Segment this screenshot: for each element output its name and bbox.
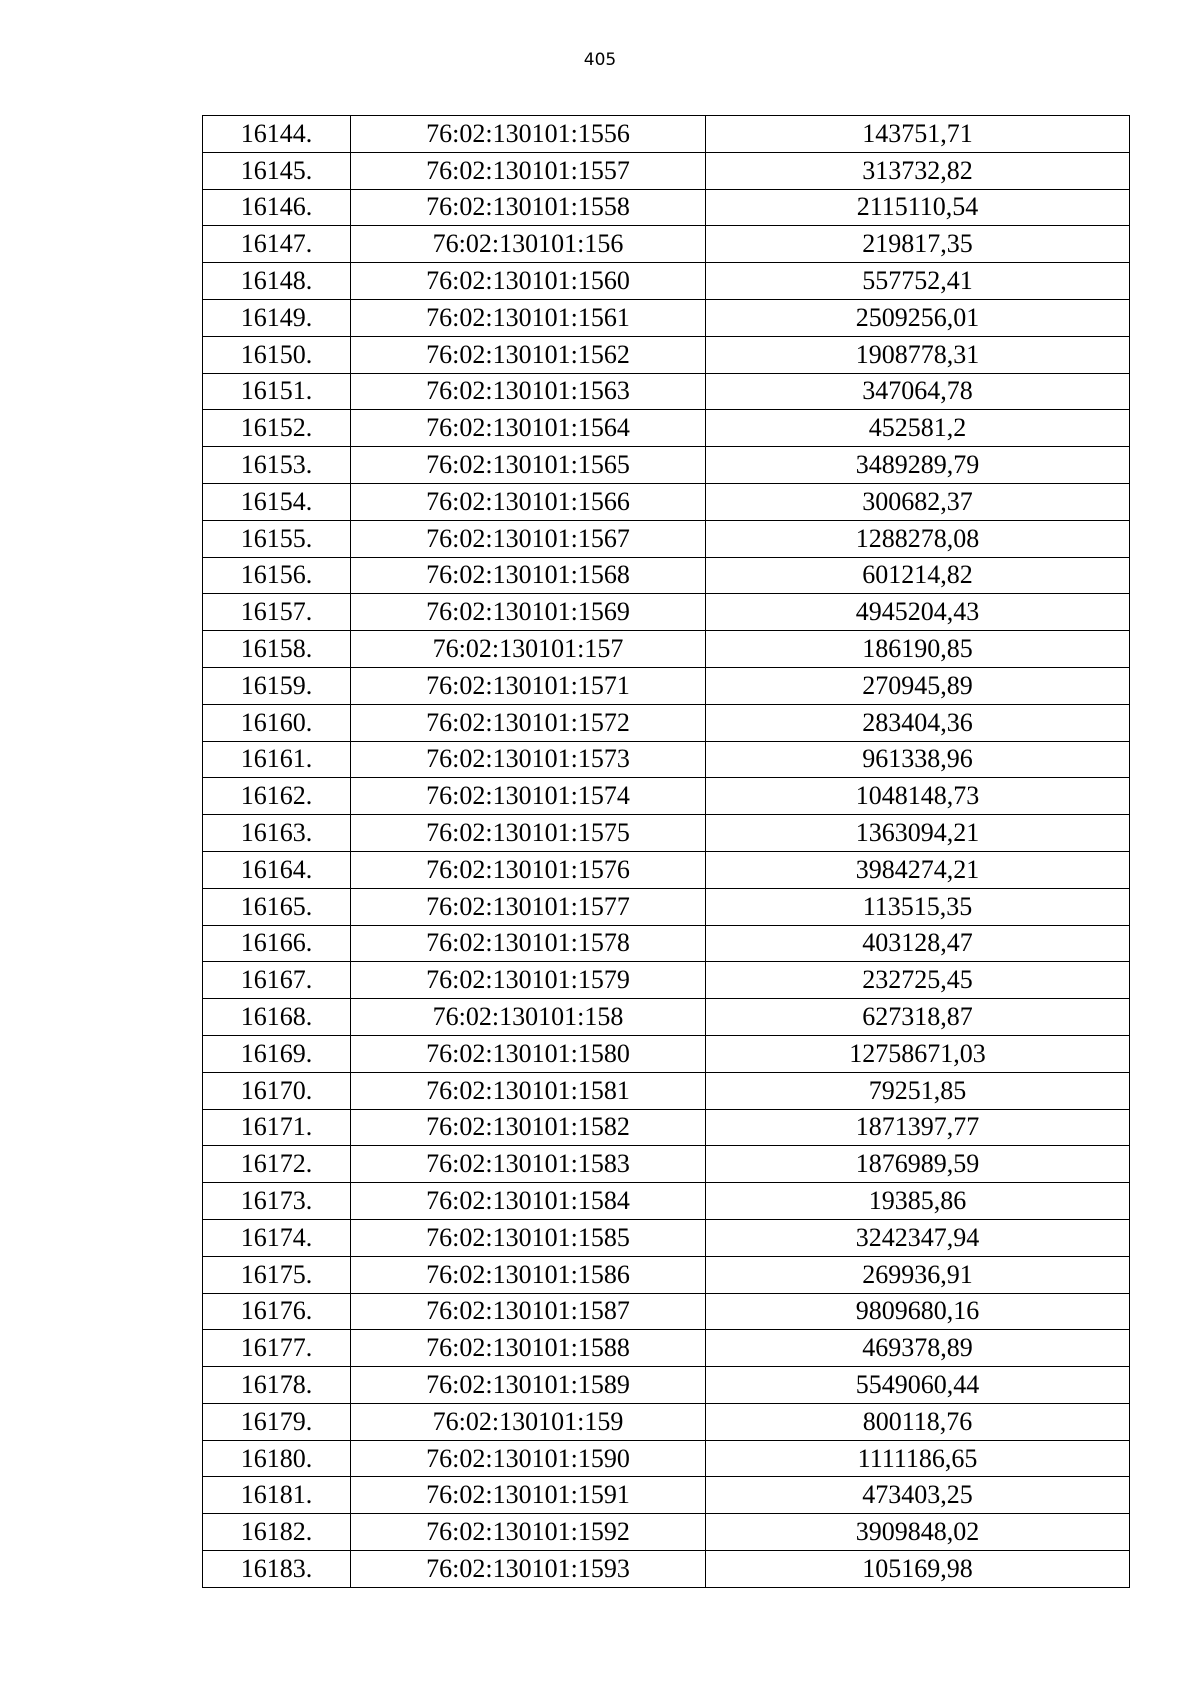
- cadastral-value-cell: 1908778,31: [706, 336, 1130, 373]
- table-row: [203, 888, 1130, 925]
- cadastral-number-cell: 76:02:130101:1566: [351, 483, 706, 520]
- row-number-cell: 16175.: [203, 1256, 351, 1293]
- cadastral-number-cell: 76:02:130101:1585: [351, 1219, 706, 1256]
- cadastral-value-cell: 1048148,73: [706, 778, 1130, 815]
- row-number-cell: 16157.: [203, 594, 351, 631]
- table-row: [203, 1072, 1130, 1109]
- table-row: [203, 999, 1130, 1036]
- row-number-cell: 16144.: [203, 116, 351, 153]
- cadastral-value-cell: 270945,89: [706, 667, 1130, 704]
- cadastral-value-cell: 19385,86: [706, 1183, 1130, 1220]
- row-number-cell: 16145.: [203, 152, 351, 189]
- cadastral-number-cell: 76:02:130101:1592: [351, 1514, 706, 1551]
- table-row: [203, 152, 1130, 189]
- cadastral-value-cell: 283404,36: [706, 704, 1130, 741]
- cadastral-value-cell: 232725,45: [706, 962, 1130, 999]
- row-number-cell: 16176.: [203, 1293, 351, 1330]
- cadastral-value-cell: 269936,91: [706, 1256, 1130, 1293]
- table-row: [203, 189, 1130, 226]
- cadastral-number-cell: 76:02:130101:158: [351, 999, 706, 1036]
- row-number-cell: 16168.: [203, 999, 351, 1036]
- cadastral-value-cell: 3909848,02: [706, 1514, 1130, 1551]
- cadastral-value-cell: 4945204,43: [706, 594, 1130, 631]
- table-row: [203, 1403, 1130, 1440]
- table-row: [203, 1367, 1130, 1404]
- cadastral-value-cell: 219817,35: [706, 226, 1130, 263]
- cadastral-number-cell: 76:02:130101:1578: [351, 925, 706, 962]
- cadastral-number-cell: 76:02:130101:1568: [351, 557, 706, 594]
- cadastral-value-cell: 113515,35: [706, 888, 1130, 925]
- cadastral-value-cell: 300682,37: [706, 483, 1130, 520]
- cadastral-number-cell: 76:02:130101:1582: [351, 1109, 706, 1146]
- cadastral-value-cell: 1111186,65: [706, 1440, 1130, 1477]
- cadastral-number-cell: 76:02:130101:159: [351, 1403, 706, 1440]
- table-row: [203, 1109, 1130, 1146]
- cadastral-value-cell: 12758671,03: [706, 1035, 1130, 1072]
- cadastral-value-cell: 557752,41: [706, 263, 1130, 300]
- table-row: [203, 741, 1130, 778]
- row-number-cell: 16162.: [203, 778, 351, 815]
- cadastral-number-cell: 76:02:130101:1576: [351, 851, 706, 888]
- table-row: [203, 962, 1130, 999]
- cadastral-number-cell: 76:02:130101:1571: [351, 667, 706, 704]
- cadastral-number-cell: 76:02:130101:1577: [351, 888, 706, 925]
- cadastral-value-cell: 5549060,44: [706, 1367, 1130, 1404]
- cadastral-number-cell: 76:02:130101:1557: [351, 152, 706, 189]
- cadastral-number-cell: 76:02:130101:1586: [351, 1256, 706, 1293]
- cadastral-number-cell: 76:02:130101:1574: [351, 778, 706, 815]
- cadastral-value-cell: 473403,25: [706, 1477, 1130, 1514]
- cadastral-number-cell: 76:02:130101:1588: [351, 1330, 706, 1367]
- table-row: [203, 116, 1130, 153]
- table-row: [203, 263, 1130, 300]
- row-number-cell: 16151.: [203, 373, 351, 410]
- table-row: [203, 299, 1130, 336]
- cadastral-value-cell: 800118,76: [706, 1403, 1130, 1440]
- table-row: [203, 594, 1130, 631]
- cadastral-number-cell: 76:02:130101:1593: [351, 1551, 706, 1588]
- table-row: [203, 778, 1130, 815]
- cadastral-number-cell: 76:02:130101:1558: [351, 189, 706, 226]
- cadastral-value-cell: 452581,2: [706, 410, 1130, 447]
- table-row: [203, 336, 1130, 373]
- cadastral-number-cell: 76:02:130101:1591: [351, 1477, 706, 1514]
- table-row: [203, 925, 1130, 962]
- page-number: 405: [583, 50, 617, 70]
- cadastral-number-cell: 76:02:130101:157: [351, 631, 706, 668]
- row-number-cell: 16172.: [203, 1146, 351, 1183]
- cadastral-value-cell: 1876989,59: [706, 1146, 1130, 1183]
- cadastral-value-cell: 3489289,79: [706, 447, 1130, 484]
- cadastral-value-cell: 313732,82: [706, 152, 1130, 189]
- cadastral-number-cell: 76:02:130101:1572: [351, 704, 706, 741]
- cadastral-value-cell: 2509256,01: [706, 299, 1130, 336]
- row-number-cell: 16173.: [203, 1183, 351, 1220]
- table-row: [203, 667, 1130, 704]
- row-number-cell: 16169.: [203, 1035, 351, 1072]
- cadastral-number-cell: 76:02:130101:1560: [351, 263, 706, 300]
- cadastral-value-cell: 601214,82: [706, 557, 1130, 594]
- table-row: [203, 520, 1130, 557]
- table-row: [203, 631, 1130, 668]
- cadastral-value-cell: 1288278,08: [706, 520, 1130, 557]
- row-number-cell: 16177.: [203, 1330, 351, 1367]
- cadastral-number-cell: 76:02:130101:1562: [351, 336, 706, 373]
- table-row: [203, 373, 1130, 410]
- row-number-cell: 16146.: [203, 189, 351, 226]
- row-number-cell: 16160.: [203, 704, 351, 741]
- cadastral-number-cell: 76:02:130101:1564: [351, 410, 706, 447]
- row-number-cell: 16183.: [203, 1551, 351, 1588]
- cadastral-value-cell: 961338,96: [706, 741, 1130, 778]
- cadastral-number-cell: 76:02:130101:156: [351, 226, 706, 263]
- table-row: [203, 410, 1130, 447]
- table-row: [203, 815, 1130, 852]
- row-number-cell: 16147.: [203, 226, 351, 263]
- table-row: [203, 1514, 1130, 1551]
- table-row: [203, 704, 1130, 741]
- cadastral-number-cell: 76:02:130101:1589: [351, 1367, 706, 1404]
- row-number-cell: 16153.: [203, 447, 351, 484]
- cadastral-value-cell: 1871397,77: [706, 1109, 1130, 1146]
- cadastral-value-table: [202, 115, 1130, 1588]
- cadastral-value-cell: 469378,89: [706, 1330, 1130, 1367]
- cadastral-value-cell: 627318,87: [706, 999, 1130, 1036]
- cadastral-value-cell: 1363094,21: [706, 815, 1130, 852]
- cadastral-value-cell: 403128,47: [706, 925, 1130, 962]
- cadastral-value-cell: 347064,78: [706, 373, 1130, 410]
- cadastral-value-cell: 79251,85: [706, 1072, 1130, 1109]
- cadastral-number-cell: 76:02:130101:1563: [351, 373, 706, 410]
- row-number-cell: 16181.: [203, 1477, 351, 1514]
- cadastral-value-cell: 186190,85: [706, 631, 1130, 668]
- cadastral-number-cell: 76:02:130101:1579: [351, 962, 706, 999]
- table-row: [203, 1293, 1130, 1330]
- cadastral-number-cell: 76:02:130101:1584: [351, 1183, 706, 1220]
- row-number-cell: 16154.: [203, 483, 351, 520]
- cadastral-number-cell: 76:02:130101:1565: [351, 447, 706, 484]
- cadastral-number-cell: 76:02:130101:1567: [351, 520, 706, 557]
- table-row: [203, 1219, 1130, 1256]
- row-number-cell: 16174.: [203, 1219, 351, 1256]
- table-row: [203, 447, 1130, 484]
- table-row: [203, 1330, 1130, 1367]
- cadastral-number-cell: 76:02:130101:1575: [351, 815, 706, 852]
- row-number-cell: 16161.: [203, 741, 351, 778]
- row-number-cell: 16163.: [203, 815, 351, 852]
- row-number-cell: 16165.: [203, 888, 351, 925]
- row-number-cell: 16155.: [203, 520, 351, 557]
- row-number-cell: 16182.: [203, 1514, 351, 1551]
- cadastral-value-cell: 9809680,16: [706, 1293, 1130, 1330]
- table-row: [203, 1477, 1130, 1514]
- row-number-cell: 16150.: [203, 336, 351, 373]
- table-row: [203, 1146, 1130, 1183]
- table-row: [203, 1551, 1130, 1588]
- cadastral-value-cell: 105169,98: [706, 1551, 1130, 1588]
- cadastral-number-cell: 76:02:130101:1581: [351, 1072, 706, 1109]
- cadastral-number-cell: 76:02:130101:1573: [351, 741, 706, 778]
- cadastral-number-cell: 76:02:130101:1590: [351, 1440, 706, 1477]
- cadastral-number-cell: 76:02:130101:1561: [351, 299, 706, 336]
- row-number-cell: 16164.: [203, 851, 351, 888]
- cadastral-number-cell: 76:02:130101:1569: [351, 594, 706, 631]
- row-number-cell: 16156.: [203, 557, 351, 594]
- row-number-cell: 16171.: [203, 1109, 351, 1146]
- cadastral-number-cell: 76:02:130101:1583: [351, 1146, 706, 1183]
- row-number-cell: 16178.: [203, 1367, 351, 1404]
- table-row: [203, 226, 1130, 263]
- row-number-cell: 16158.: [203, 631, 351, 668]
- cadastral-number-cell: 76:02:130101:1556: [351, 116, 706, 153]
- row-number-cell: 16167.: [203, 962, 351, 999]
- table-row: [203, 1440, 1130, 1477]
- row-number-cell: 16179.: [203, 1403, 351, 1440]
- cadastral-value-cell: 3242347,94: [706, 1219, 1130, 1256]
- table-row: [203, 1035, 1130, 1072]
- cadastral-number-cell: 76:02:130101:1587: [351, 1293, 706, 1330]
- row-number-cell: 16149.: [203, 299, 351, 336]
- table-row: [203, 1256, 1130, 1293]
- table-body: [203, 116, 1130, 1588]
- row-number-cell: 16170.: [203, 1072, 351, 1109]
- row-number-cell: 16152.: [203, 410, 351, 447]
- row-number-cell: 16180.: [203, 1440, 351, 1477]
- cadastral-value-cell: 3984274,21: [706, 851, 1130, 888]
- table-row: [203, 483, 1130, 520]
- table-row: [203, 851, 1130, 888]
- row-number-cell: 16148.: [203, 263, 351, 300]
- cadastral-number-cell: 76:02:130101:1580: [351, 1035, 706, 1072]
- cadastral-value-cell: 2115110,54: [706, 189, 1130, 226]
- table-row: [203, 1183, 1130, 1220]
- row-number-cell: 16159.: [203, 667, 351, 704]
- table-row: [203, 557, 1130, 594]
- cadastral-value-cell: 143751,71: [706, 116, 1130, 153]
- row-number-cell: 16166.: [203, 925, 351, 962]
